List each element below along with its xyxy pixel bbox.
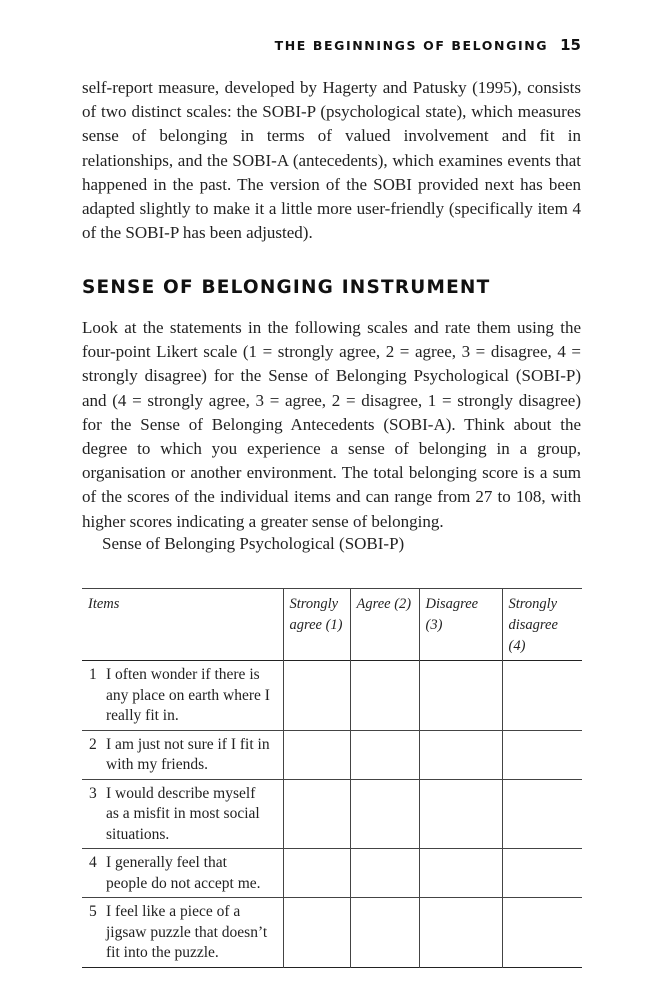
item-cell bbox=[82, 849, 283, 898]
header-agree: Agree (2) bbox=[350, 589, 419, 661]
rating-cell-3[interactable] bbox=[419, 661, 502, 731]
item-cell bbox=[82, 661, 283, 731]
item-text: I would describe myself as a misfit in most social situations. bbox=[106, 784, 260, 843]
running-head bbox=[275, 36, 581, 54]
rating-cell-4[interactable] bbox=[502, 849, 582, 898]
item-number: 5 bbox=[89, 903, 97, 920]
rating-cell-3[interactable] bbox=[419, 730, 502, 779]
header-strongly-disagree: Strongly disagree (4) bbox=[502, 589, 582, 661]
rating-cell-1[interactable] bbox=[283, 661, 350, 731]
page-number: 15 bbox=[560, 36, 581, 54]
item-text: I feel like a piece of a jigsaw puzzle that doesn’t fit into the puzzle. bbox=[106, 903, 268, 961]
rating-cell-4[interactable] bbox=[502, 898, 582, 968]
rating-cell-1[interactable] bbox=[283, 779, 350, 849]
header-items: Items bbox=[82, 589, 283, 661]
rating-cell-3[interactable] bbox=[419, 779, 502, 849]
running-head-title: THE BEGINNINGS OF BELONGING bbox=[274, 38, 549, 53]
section-heading: SENSE OF BELONGING INSTRUMENT bbox=[82, 277, 491, 298]
rating-cell-4[interactable] bbox=[502, 730, 582, 779]
item-cell bbox=[82, 898, 283, 968]
rating-cell-2[interactable] bbox=[350, 661, 419, 731]
rating-cell-1[interactable] bbox=[283, 730, 350, 779]
table-row bbox=[82, 730, 582, 779]
rating-cell-4[interactable] bbox=[502, 661, 582, 731]
table-row bbox=[82, 661, 582, 731]
rating-cell-2[interactable] bbox=[350, 849, 419, 898]
item-cell bbox=[82, 779, 283, 849]
rating-cell-2[interactable] bbox=[350, 779, 419, 849]
sobi-p-table bbox=[82, 588, 582, 968]
rating-cell-4[interactable] bbox=[502, 779, 582, 849]
rating-cell-3[interactable] bbox=[419, 849, 502, 898]
rating-cell-1[interactable] bbox=[283, 849, 350, 898]
instructions-paragraph: Look at the statements in the following scales and rate them using the four-point Likert scale (1 = strongly agree, 2 = agree, 3 = disagree, 4 = strongly disagree) for the Sense of Belonging Psychological (SOBI-P) and (4 = strongly agree, 3 = agree, 2 = disagree, 1 = strongly disagree) for the Sense of Belonging Antecedents (SOBI-A). Think about the degree to which you experience a sense of belonging in a group, organisation or another environment. The total belonging score is a sum of the scores of the individual items and can range from 27 to 108, with higher scores indicating a greater sense of belonging. bbox=[82, 318, 581, 531]
item-number: 2 bbox=[89, 735, 97, 753]
item-number: 4 bbox=[89, 854, 97, 871]
item-text: I generally feel that people do not accept me. bbox=[106, 854, 261, 892]
item-text: I am just not sure if I fit in with my friends. bbox=[106, 735, 270, 773]
rating-cell-1[interactable] bbox=[283, 898, 350, 968]
item-text: I often wonder if there is any place on earth where I really fit in. bbox=[106, 666, 270, 724]
table-header-row bbox=[82, 589, 582, 661]
header-disagree: Disagree (3) bbox=[419, 589, 502, 661]
table-caption: Sense of Belonging Psychological (SOBI-P) bbox=[102, 534, 405, 553]
intro-paragraph: self-report measure, developed by Hagerty and Patusky (1995), consists of two distinct scales: the SOBI-P (psychological state), which measures sense of belonging in terms of valued involvement and fit in relationships, and the SOBI-A (antecedents), which examines events that happened in the past. The version of the SOBI provided next has been adapted slightly to make it a little more user-friendly (specifically item 4 of the SOBI-P has been adjusted). bbox=[82, 78, 581, 243]
header-strongly-agree: Strongly agree (1) bbox=[283, 589, 350, 661]
item-number: 1 bbox=[89, 666, 97, 683]
table-row bbox=[82, 849, 582, 898]
rating-cell-2[interactable] bbox=[350, 730, 419, 779]
table-row bbox=[82, 779, 582, 849]
item-cell bbox=[82, 730, 283, 779]
item-number: 3 bbox=[89, 784, 97, 802]
rating-cell-2[interactable] bbox=[350, 898, 419, 968]
rating-cell-3[interactable] bbox=[419, 898, 502, 968]
table-row bbox=[82, 898, 582, 968]
